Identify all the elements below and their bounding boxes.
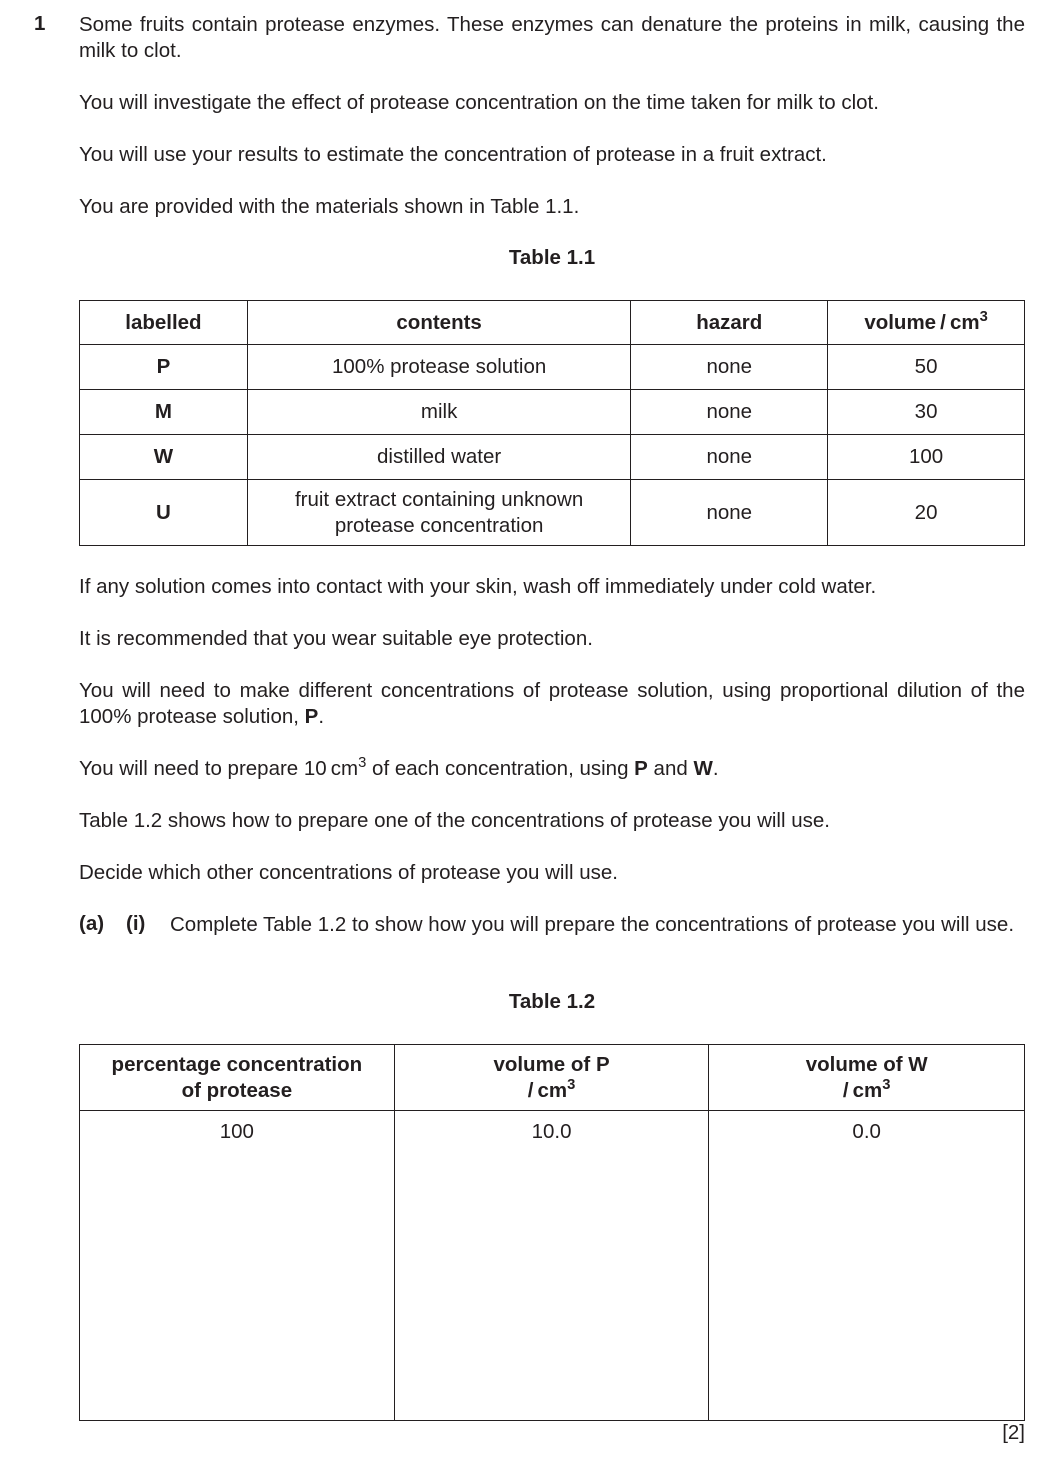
prepare-text-1: You will need to prepare 10 cm (79, 757, 359, 780)
prepare-period: . (712, 757, 719, 780)
header-labelled: labelled (80, 301, 248, 345)
row-label: W (153, 445, 174, 468)
question-number: 1 (34, 12, 46, 35)
part-a-i-text: Complete Table 1.2 to show how you will prepare the concentrations of protease you will use. (170, 913, 1015, 936)
part-a-label: (a) (79, 912, 105, 935)
row-label: U (156, 500, 171, 524)
header-volume-w-line-1: volume of W (805, 1052, 928, 1076)
row-contents (247, 480, 631, 546)
table-1-1-caption: Table 1.1 (508, 246, 596, 269)
header-hazard: hazard (631, 301, 828, 345)
row-contents: milk (247, 390, 631, 435)
row-contents-line-2: protease concentration (334, 513, 544, 537)
cell-volume-w[interactable]: 0.0 (709, 1111, 1025, 1421)
header-volume-p-unit: / cm (527, 1078, 568, 1102)
header-percentage-line-2: of protease (181, 1078, 293, 1102)
prepare-solution-w: W (693, 757, 713, 780)
part-i-label: (i) (126, 912, 146, 935)
cell-percentage[interactable]: 100 (80, 1111, 395, 1421)
table-1-1-header-row (80, 301, 1025, 345)
row-hazard: none (631, 345, 828, 390)
safety-paragraph-2: It is recommended that you wear suitable eye protection. (79, 627, 593, 650)
intro-paragraph-1: Some fruits contain protease enzymes. These enzymes can denature the proteins in milk, causing the milk to clot. (79, 13, 1025, 62)
decide-paragraph: Decide which other concentrations of protease you will use. (79, 861, 618, 884)
table-1-2-header-row (80, 1045, 1025, 1111)
row-label: M (154, 400, 172, 423)
row-volume: 20 (828, 480, 1025, 546)
header-percentage-concentration (80, 1045, 395, 1111)
marks-label: [2] (1002, 1421, 1025, 1444)
header-volume-of-p (394, 1045, 709, 1111)
table-row (80, 345, 1025, 390)
safety-paragraph-1: If any solution comes into contact with your skin, wash off immediately under cold water. (79, 575, 877, 598)
table-row (80, 390, 1025, 435)
intro-paragraph-4: You are provided with the materials shown in Table 1.1. (79, 195, 580, 218)
table-1-2-intro-paragraph: Table 1.2 shows how to prepare one of the concentrations of protease you will use. (79, 809, 830, 832)
intro-paragraph-2: You will investigate the effect of protease concentration on the time taken for milk to clot. (79, 91, 879, 114)
table-1-2-caption: Table 1.2 (508, 990, 596, 1013)
table-1-1 (79, 300, 1025, 546)
header-volume-w-unit: / cm (842, 1078, 883, 1102)
header-percentage-line-1: percentage concentration (111, 1052, 363, 1076)
prepare-paragraph (79, 756, 1025, 782)
header-volume-of-w (709, 1045, 1025, 1111)
prepare-solution-p: P (634, 757, 648, 780)
header-volume-text: volume / cm (864, 310, 980, 334)
table-1-2 (79, 1044, 1025, 1421)
dilution-solution-p: P (304, 705, 319, 728)
row-hazard: none (631, 435, 828, 480)
intro-paragraph-3: You will use your results to estimate the concentration of protease in a fruit extract. (79, 143, 827, 166)
header-volume-w-superscript: 3 (882, 1076, 891, 1093)
table-row (80, 435, 1025, 480)
dilution-paragraph (79, 678, 1025, 730)
prepare-text-3: and (647, 757, 694, 780)
prepare-superscript: 3 (358, 754, 367, 771)
table-row (80, 480, 1025, 546)
header-volume-p-line-2 (395, 1078, 709, 1104)
row-hazard: none (631, 390, 828, 435)
table-1-2-answer-row (80, 1111, 1025, 1421)
header-volume (828, 301, 1025, 345)
row-contents: 100% protease solution (247, 345, 631, 390)
prepare-text-2: of each concentration, using (366, 757, 635, 780)
row-volume: 50 (828, 345, 1025, 390)
row-volume: 100 (828, 435, 1025, 480)
row-volume: 30 (828, 390, 1025, 435)
row-label: P (156, 355, 171, 378)
row-hazard: none (631, 480, 828, 546)
header-volume-p-line-1: volume of P (493, 1052, 610, 1076)
row-contents: distilled water (247, 435, 631, 480)
header-volume-p-superscript: 3 (567, 1076, 576, 1093)
dilution-text: You will need to make different concentrations of protease solution, using proportional dilution of the 100% protease solution, (79, 679, 1025, 728)
cell-volume-p[interactable]: 10.0 (394, 1111, 709, 1421)
row-contents-line-1: fruit extract containing unknown (294, 487, 584, 511)
header-volume-w-line-2 (709, 1078, 1024, 1104)
dilution-period: . (318, 705, 325, 728)
header-volume-superscript: 3 (979, 308, 988, 325)
header-contents: contents (247, 301, 631, 345)
